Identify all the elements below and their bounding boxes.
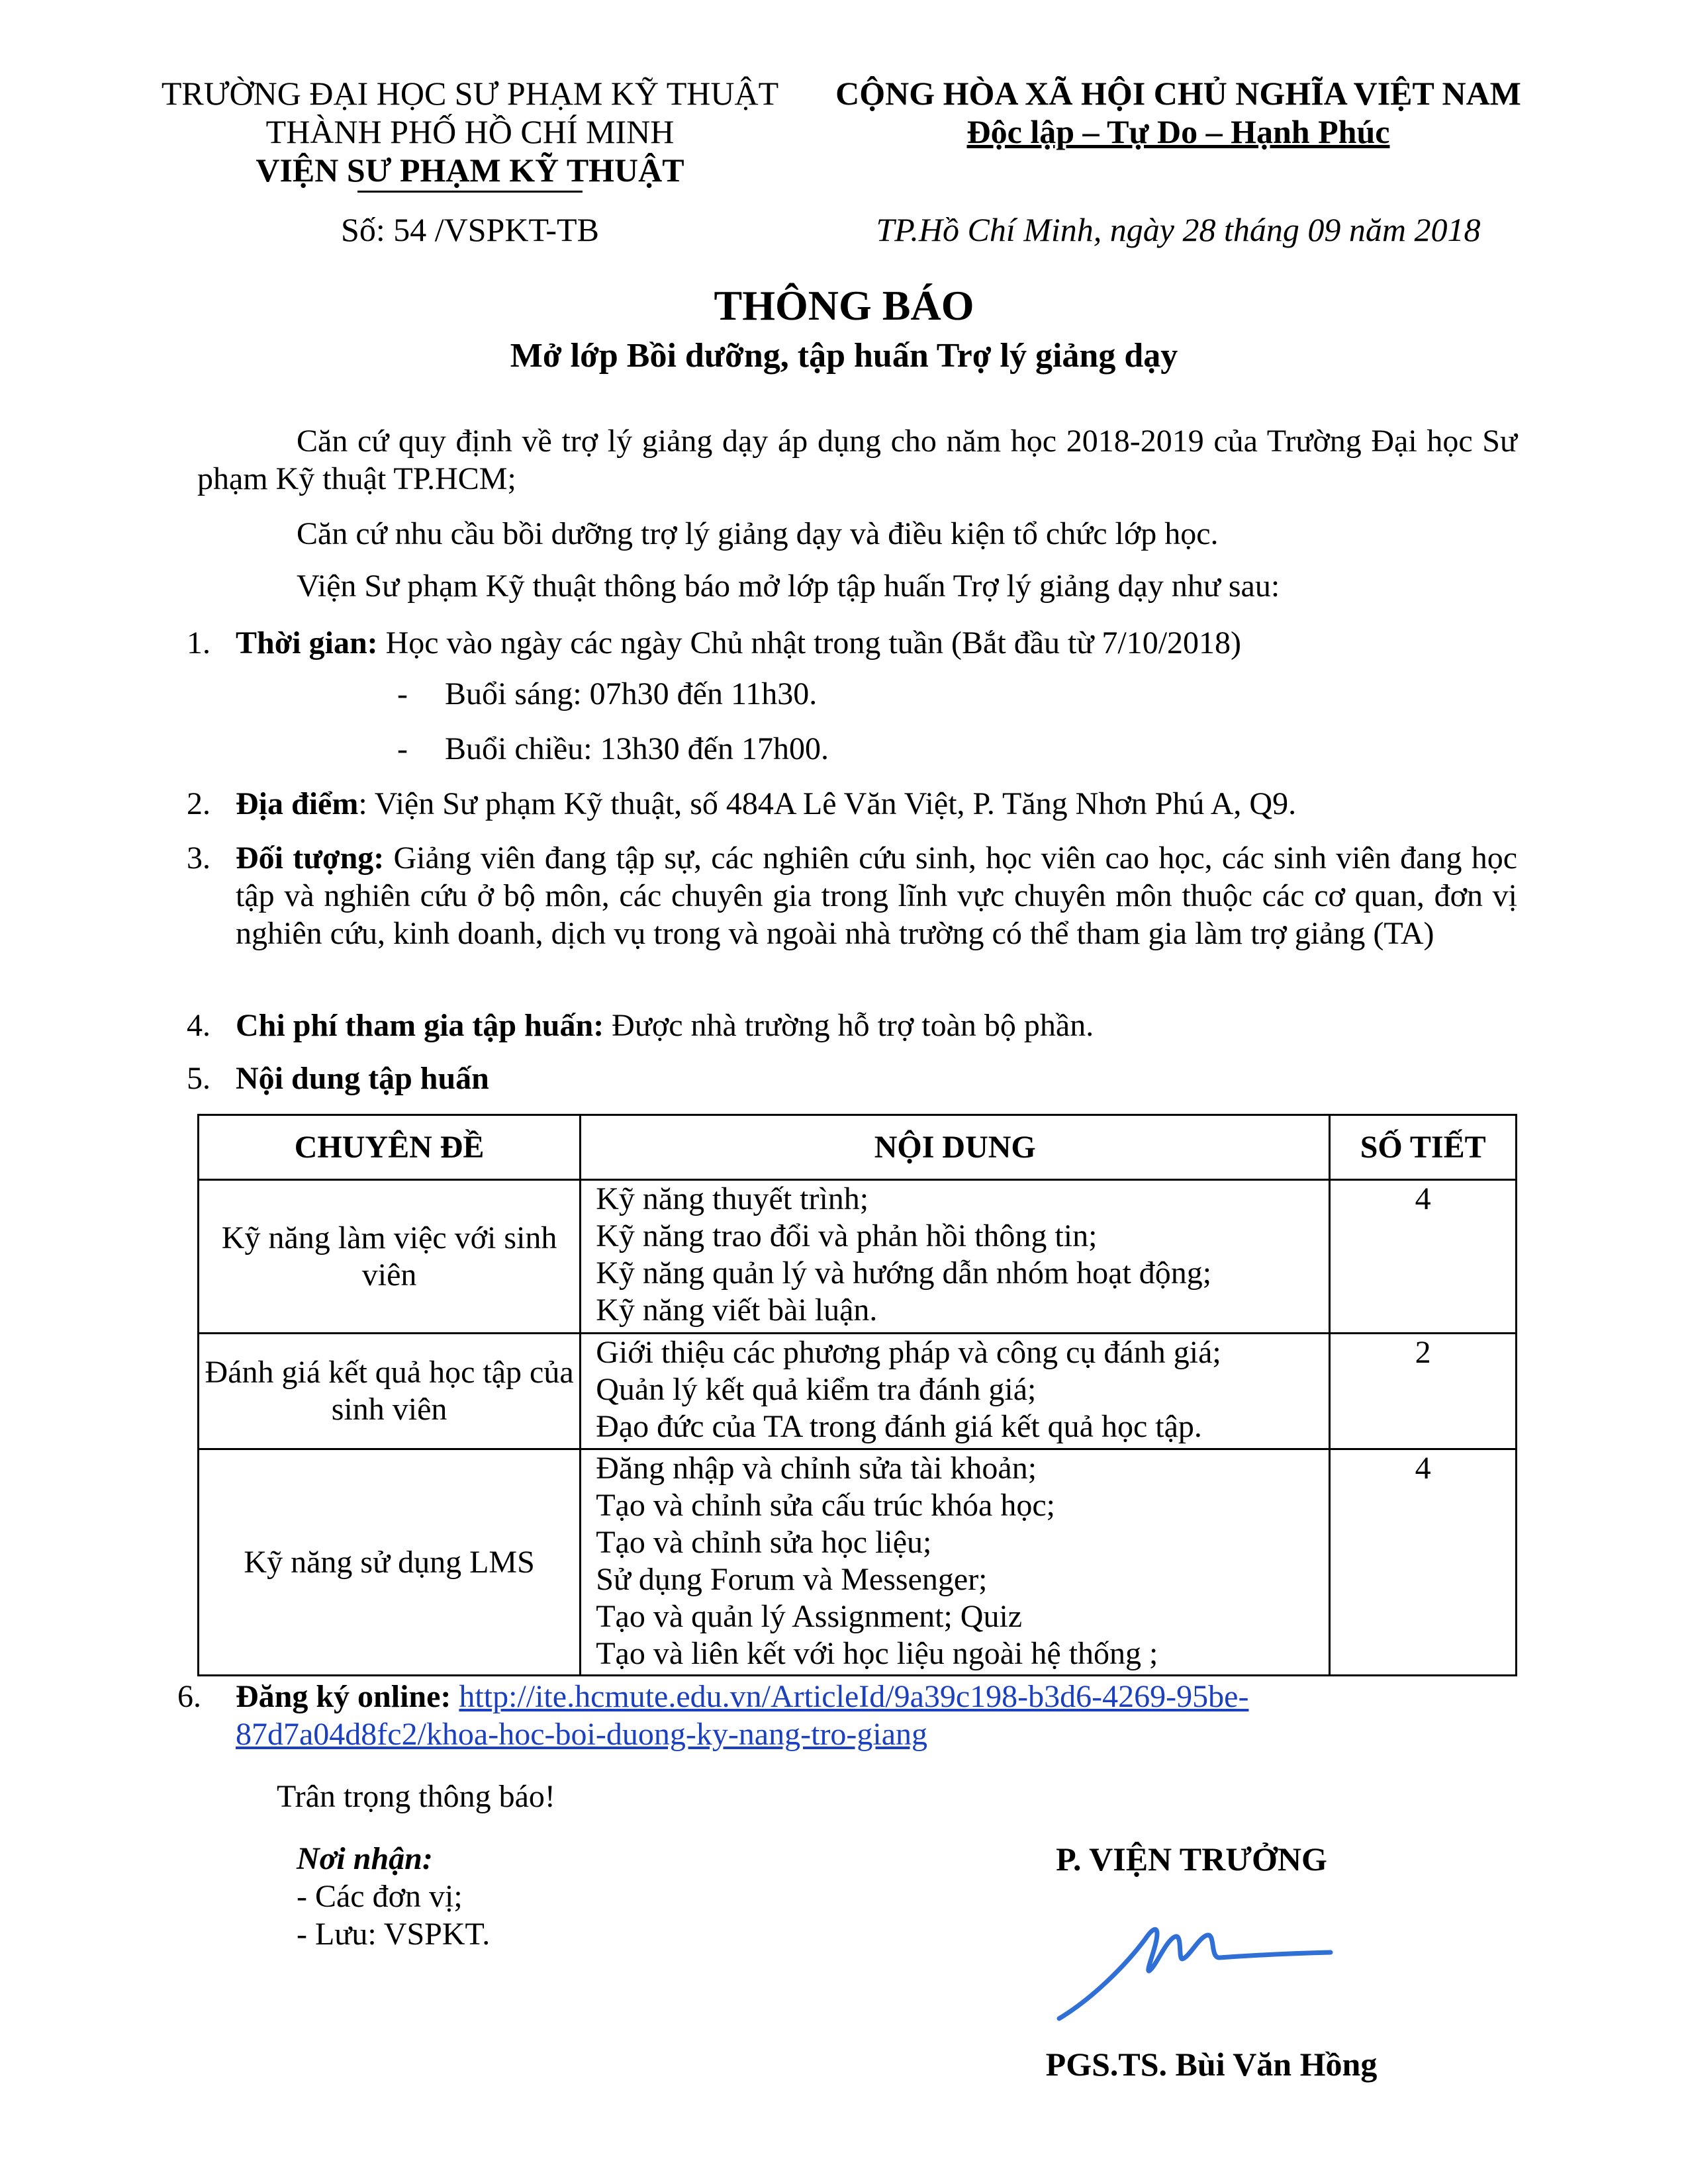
dash-marker: - (397, 731, 408, 766)
recipient-item: - Các đơn vị; (297, 1879, 463, 1914)
list-item: Giới thiệu các phương pháp và công cụ đánh giá; (596, 1335, 1221, 1370)
row-items (581, 1334, 1330, 1449)
item-label: Đối tượng: (236, 841, 385, 876)
list-item: Kỹ năng trao đổi và phản hồi thông tin; (596, 1218, 1098, 1253)
item-number: 4. (187, 1008, 211, 1043)
item-number: 6. (177, 1679, 201, 1714)
recipients-title: Nơi nhận: (297, 1841, 433, 1876)
item-cost (236, 1007, 1517, 1044)
signatory-name: PGS.TS. Bùi Văn Hồng (1045, 2046, 1378, 2083)
item-text: Học vào ngày các ngày Chủ nhật trong tuần (Bắt đầu từ 7/10/2018) (377, 625, 1242, 660)
item-number: 5. (187, 1061, 211, 1096)
list-item: Kỹ năng viết bài luận. (596, 1293, 878, 1328)
afternoon-session: Buổi chiều: 13h30 đến 17h00. (445, 731, 829, 766)
registration-link-continued[interactable]: 87d7a04d8fc2/khoa-hoc-boi-duong-ky-nang-tro-giang (236, 1717, 928, 1752)
list-item: Tạo và quản lý Assignment; Quiz (596, 1599, 1023, 1634)
list-item: Đăng nhập và chỉnh sửa tài khoản; (596, 1451, 1037, 1486)
national-motto (808, 74, 1549, 151)
dash-marker: - (397, 676, 408, 711)
list-item: Tạo và liên kết với học liệu ngoài hệ thống ; (596, 1636, 1158, 1671)
header-topic: CHUYÊN ĐỀ (199, 1115, 581, 1180)
morning-session: Buổi sáng: 07h30 đến 11h30. (445, 676, 818, 711)
item-text: : Viện Sư phạm Kỹ thuật, số 484A Lê Văn Việt, P. Tăng Nhơn Phú A, Q9. (358, 786, 1297, 821)
header-content: NỘI DUNG (581, 1115, 1330, 1180)
item-audience (236, 839, 1517, 952)
motto-text: Độc lập – Tự Do – Hạnh Phúc (966, 113, 1390, 150)
item-label: Địa điểm (236, 786, 359, 821)
table-row (199, 1334, 1517, 1449)
institution-header (152, 74, 788, 189)
closing-greeting: Trân trọng thông báo! (277, 1779, 555, 1814)
list-item: Kỹ năng thuyết trình; (596, 1181, 869, 1216)
intro-paragraph-3: Viện Sư phạm Kỹ thuật thông báo mở lớp tập huấn Trợ lý giảng dạy như sau: (297, 569, 1280, 604)
row-topic: Kỹ năng sử dụng LMS (199, 1449, 581, 1676)
intro-paragraph-2: Căn cứ nhu cầu bồi dưỡng trợ lý giảng dạy và điều kiện tổ chức lớp học. (297, 516, 1219, 551)
handwritten-signature-icon (1053, 1893, 1344, 2025)
document-title: THÔNG BÁO (714, 282, 974, 329)
institute-name: VIỆN SƯ PHẠM KỸ THUẬT (256, 152, 684, 189)
recipient-item: - Lưu: VSPKT. (297, 1917, 491, 1952)
city-name: THÀNH PHỐ HỒ CHÍ MINH (265, 113, 675, 150)
row-periods: 4 (1330, 1180, 1517, 1334)
item-label: Chi phí tham gia tập huấn: (236, 1008, 604, 1043)
row-items (581, 1449, 1330, 1676)
item-time (236, 624, 1517, 662)
training-content-table (197, 1114, 1517, 1676)
item-number: 1. (187, 625, 211, 660)
item-label: Thời gian: (236, 625, 378, 660)
document-subtitle: Mở lớp Bồi dưỡng, tập huấn Trợ lý giảng dạy (510, 337, 1178, 375)
item-text: Giảng viên đang tập sự, các nghiên cứu sinh, học viên cao học, các sinh viên đang học tập và nghiên cứu ở bộ môn, các chuyên gia trong lĩnh vực chuyên môn thuộc các cơ quan, đơn vị nghiên cứu, kinh doanh, dịch vụ trong và ngoài nhà trường có thể tham gia làm trợ giảng (TA) (236, 841, 1518, 951)
item-location (236, 785, 1517, 823)
signatory-role: P. VIỆN TRƯỞNG (1056, 1841, 1327, 1878)
list-item: Sử dụng Forum và Messenger; (596, 1562, 988, 1597)
country-name: CỘNG HÒA XÃ HỘI CHỦ NGHĨA VIỆT NAM (835, 75, 1521, 112)
row-periods: 2 (1330, 1334, 1517, 1449)
header-periods: SỐ TIẾT (1330, 1115, 1517, 1180)
row-topic: Kỹ năng làm việc với sinh viên (199, 1180, 581, 1334)
list-item: Đạo đức của TA trong đánh giá kết quả học tập. (596, 1409, 1202, 1444)
item-register (236, 1678, 1517, 1753)
item-content-label: Nội dung tập huấn (236, 1061, 489, 1096)
row-topic: Đánh giá kết quả học tập của sinh viên (199, 1334, 581, 1449)
item-text: Được nhà trường hỗ trợ toàn bộ phần. (604, 1008, 1094, 1043)
university-name: TRƯỜNG ĐẠI HỌC SƯ PHẠM KỸ THUẬT (161, 75, 779, 112)
item-number: 2. (187, 786, 211, 821)
table-row (199, 1449, 1517, 1676)
item-label: Đăng ký online: (236, 1679, 451, 1714)
list-item: Tạo và chỉnh sửa cấu trúc khóa học; (596, 1488, 1055, 1523)
intro-paragraph-1: Căn cứ quy định về trợ lý giảng dạy áp dụng cho năm học 2018-2019 của Trường Đại học Sư phạm Kỹ thuật TP.HCM; (197, 424, 1517, 496)
row-periods: 4 (1330, 1449, 1517, 1676)
list-item: Tạo và chỉnh sửa học liệu; (596, 1525, 932, 1560)
document-date: TP.Hồ Chí Minh, ngày 28 tháng 09 năm 2018 (876, 211, 1481, 248)
table-header-row (199, 1115, 1517, 1180)
document-number: Số: 54 /VSPKT-TB (341, 211, 599, 248)
row-items (581, 1180, 1330, 1334)
item-number: 3. (187, 841, 211, 876)
registration-link[interactable]: http://ite.hcmute.edu.vn/ArticleId/9a39c198-b3d6-4269-95be- (459, 1679, 1249, 1714)
table-row (199, 1180, 1517, 1334)
institute-underline (357, 191, 583, 193)
list-item: Kỹ năng quản lý và hướng dẫn nhóm hoạt động; (596, 1255, 1212, 1291)
list-item: Quản lý kết quả kiểm tra đánh giá; (596, 1372, 1037, 1407)
